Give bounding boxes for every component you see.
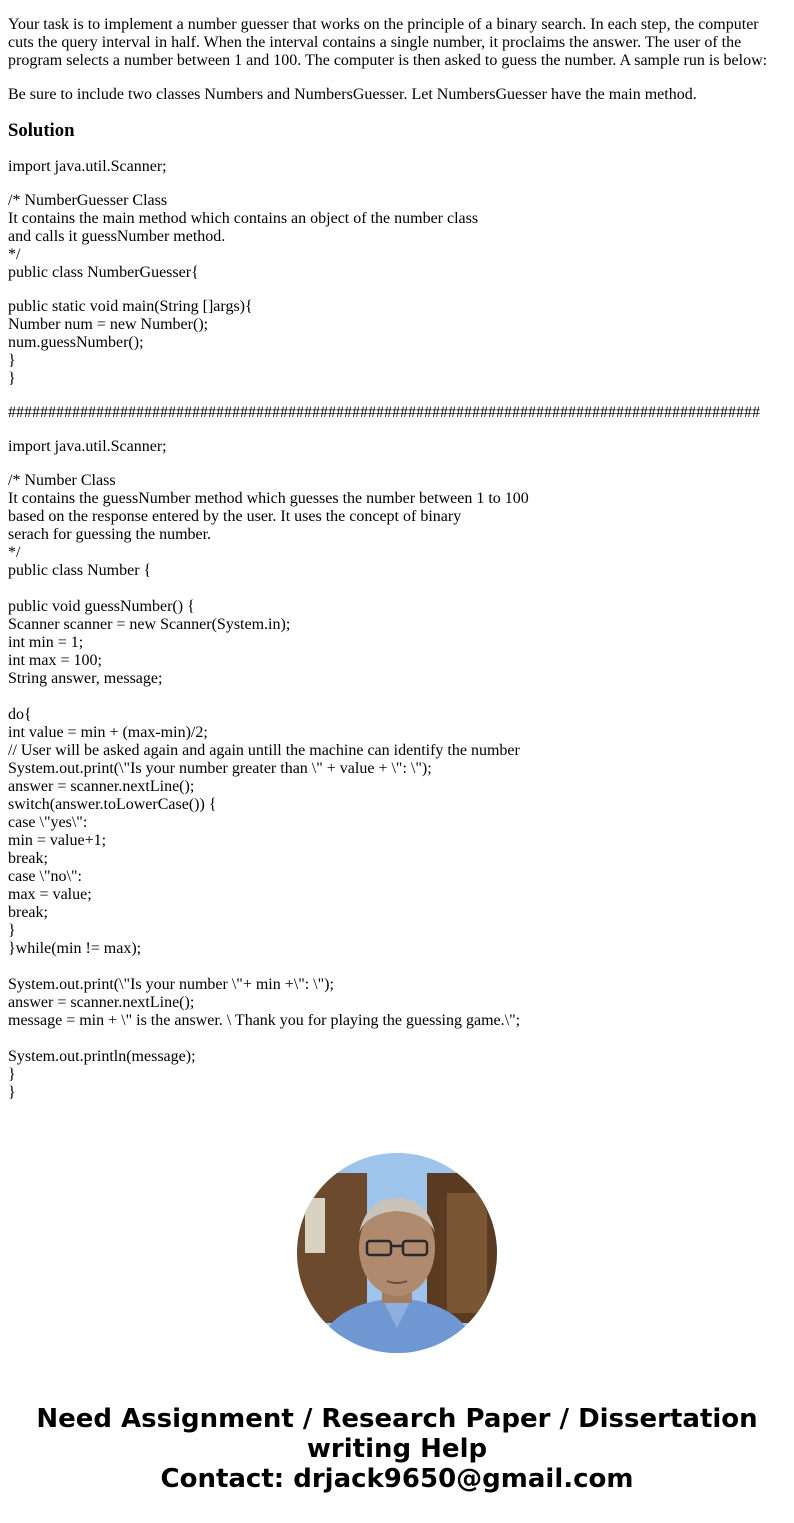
code-line: Number num = new Number();	[8, 316, 209, 333]
code-line: */	[8, 246, 21, 263]
code-block	[8, 438, 786, 456]
code-line: break;	[8, 850, 48, 867]
code-block	[8, 472, 786, 1102]
promo-contact: Contact: drjack9650@gmail.com	[160, 1464, 634, 1494]
code-line: serach for guessing the number.	[8, 526, 212, 543]
code-line: and calls it guessNumber method.	[8, 228, 226, 245]
code-line: max = value;	[8, 886, 92, 903]
code-line: String answer, message;	[8, 670, 163, 687]
code-line	[8, 1030, 786, 1048]
code-line: message = min + \" is the answer. \ Thank you for playing the guessing game.\";	[8, 1012, 521, 1029]
code-line: do{	[8, 706, 32, 723]
code-line: /* Number Class	[8, 472, 116, 489]
code-line: }while(min != max);	[8, 940, 142, 957]
code-line: }	[8, 922, 16, 939]
code-line: min = value+1;	[8, 832, 107, 849]
code-line: public static void main(String []args){	[8, 298, 253, 315]
promo-line-2: writing Help	[306, 1434, 488, 1464]
code-line: public void guessNumber() {	[8, 598, 195, 615]
code-line	[8, 688, 786, 706]
code-line: It contains the guessNumber method which guesses the number between 1 to 100	[8, 490, 529, 507]
code-line: }	[8, 352, 16, 369]
code-line	[8, 958, 786, 976]
code-line: System.out.print(\"Is your number \"+ min +\": \");	[8, 976, 334, 993]
solution-heading: Solution	[8, 120, 75, 141]
code-line: }	[8, 1066, 16, 1083]
code-section-number-class	[8, 438, 786, 1102]
code-line: import java.util.Scanner;	[8, 158, 167, 175]
promo-line-1: Need Assignment / Research Paper / Dissertation	[36, 1404, 758, 1434]
code-block	[8, 192, 786, 282]
code-block	[8, 298, 786, 388]
code-line: switch(answer.toLowerCase()) {	[8, 796, 217, 813]
code-line: */	[8, 544, 21, 561]
author-avatar	[297, 1153, 497, 1353]
code-line: int min = 1;	[8, 634, 84, 651]
code-line: System.out.print(\"Is your number greater than \" + value + \": \");	[8, 760, 432, 777]
code-line: int value = min + (max-min)/2;	[8, 724, 208, 741]
code-separator: ##############################################################################################	[8, 404, 760, 421]
code-section-number-guesser	[8, 158, 786, 388]
code-line: public class Number {	[8, 562, 152, 579]
code-line: num.guessNumber();	[8, 334, 144, 351]
code-line: break;	[8, 904, 48, 921]
code-line: Scanner scanner = new Scanner(System.in);	[8, 616, 291, 633]
code-line: based on the response entered by the user. It uses the concept of binary	[8, 508, 462, 525]
code-line: int max = 100;	[8, 652, 102, 669]
code-line: case \"yes\":	[8, 814, 88, 831]
article-content	[8, 16, 786, 1118]
code-line: case \"no\":	[8, 868, 82, 885]
code-line: /* NumberGuesser Class	[8, 192, 168, 209]
code-line: }	[8, 370, 16, 387]
intro-paragraph-2: Be sure to include two classes Numbers and NumbersGuesser. Let NumbersGuesser have the main method.	[8, 86, 697, 103]
code-line: }	[8, 1084, 16, 1101]
code-line	[8, 580, 786, 598]
author-photo	[297, 1153, 497, 1353]
code-line: // User will be asked again and again untill the machine can identify the number	[8, 742, 520, 759]
code-line: It contains the main method which contains an object of the number class	[8, 210, 479, 227]
promo-banner	[0, 1404, 794, 1494]
code-line: System.out.println(message);	[8, 1048, 196, 1065]
code-line: import java.util.Scanner;	[8, 438, 167, 455]
code-line: answer = scanner.nextLine();	[8, 778, 195, 795]
intro-paragraph-1: Your task is to implement a number guesser that works on the principle of a binary search. In each step, the computer cuts the query interval in half. When the interval contains a single number, it proclaims the answer. The user of the program selects a number between 1 and 100. The computer is then asked to guess the number. A sample run is below:	[8, 16, 768, 69]
code-line: answer = scanner.nextLine();	[8, 994, 195, 1011]
code-block	[8, 158, 786, 176]
code-line: public class NumberGuesser{	[8, 264, 199, 281]
